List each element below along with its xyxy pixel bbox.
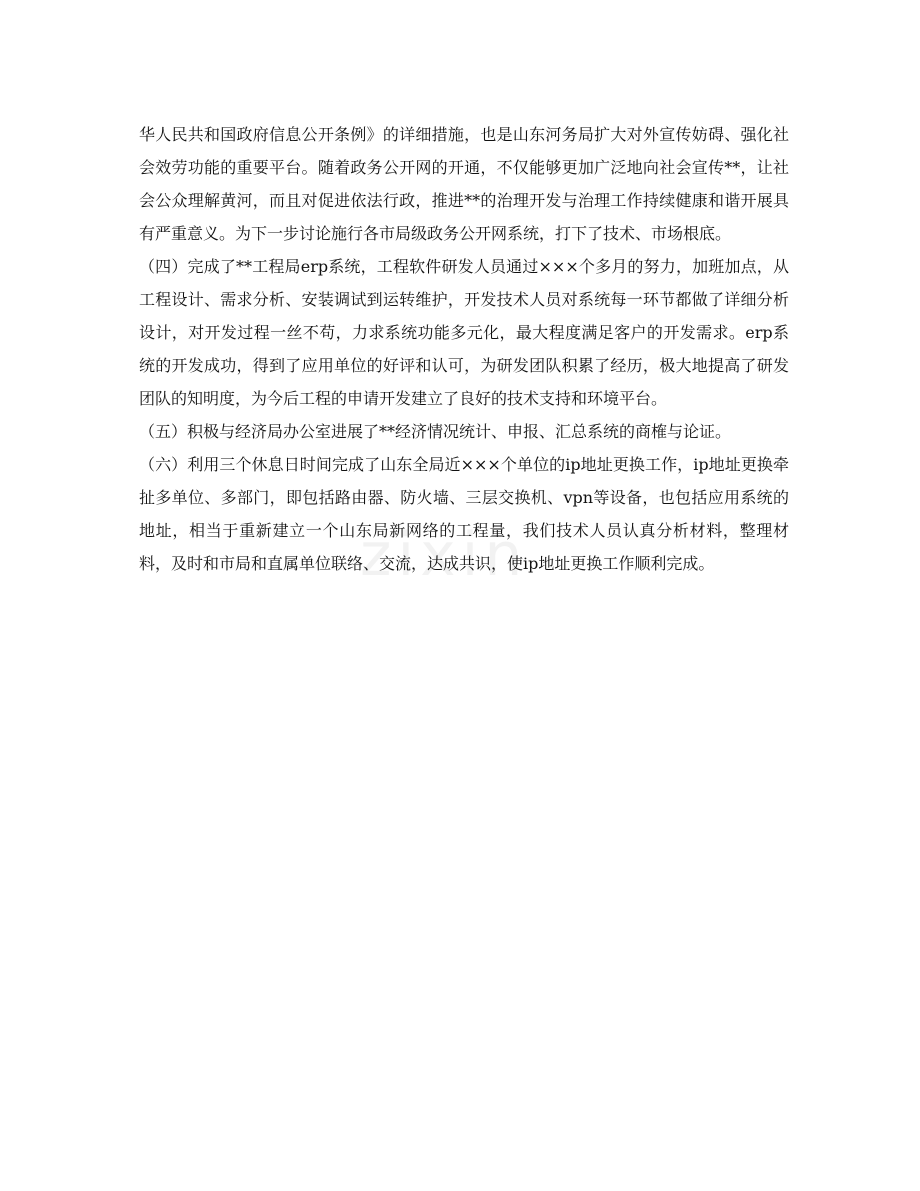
paragraph-4: （四）完成了**工程局erp系统，工程软件研发人员通过×××个多月的努力，加班加点，从工程设计、需求分析、安装调试到运转维护，开发技术人员对系统每一环节都做了详细分析设计，对开发过程一丝不苟，力求系统功能多元化，最大程度满足客户的开发需求。erp系统的开发成功，得到了应用单位的好评和认可，为研发团队积累了经历，极大地提高了研发团队的知明度，为今后工程的申请开发建立了良好的技术支持和环境平台。 bbox=[139, 257, 789, 408]
paragraph-5: （五）积极与经济局办公室进展了**经济情况统计、申报、汇总系统的商榷与论证。 bbox=[139, 422, 732, 441]
paragraph-1: 华人民共和国政府信息公开条例》的详细措施，也是山东河务局扩大对外宣传妨碍、强化社会效劳功能的重要平台。随着政务公开网的开通，不仅能够更加广泛地向社会宣传**，让社会公众理解黄河，而且对促进依法行政，推进**的治理开发与治理工作持续健康和谐开展具有严重意义。为下一步讨论施行各市局级政务公开网系统，打下了技术、市场根底。 bbox=[139, 125, 789, 243]
document-body bbox=[139, 118, 789, 580]
watermark: zixin bbox=[360, 520, 529, 590]
paragraph-6: （六）利用三个休息日时间完成了山东全局近×××个单位的ip地址更换工作，ip地址更换牵扯多单位、多部门，即包括路由器、防火墙、三层交换机、vpn等设备，也包括应用系统的地址，相当于重新建立一个山东局新网络的工程量，我们技术人员认真分析材料，整理材料，及时和市局和直属单位联络、交流，达成共识，使ip地址更换工作顺利完成。 bbox=[139, 455, 789, 573]
